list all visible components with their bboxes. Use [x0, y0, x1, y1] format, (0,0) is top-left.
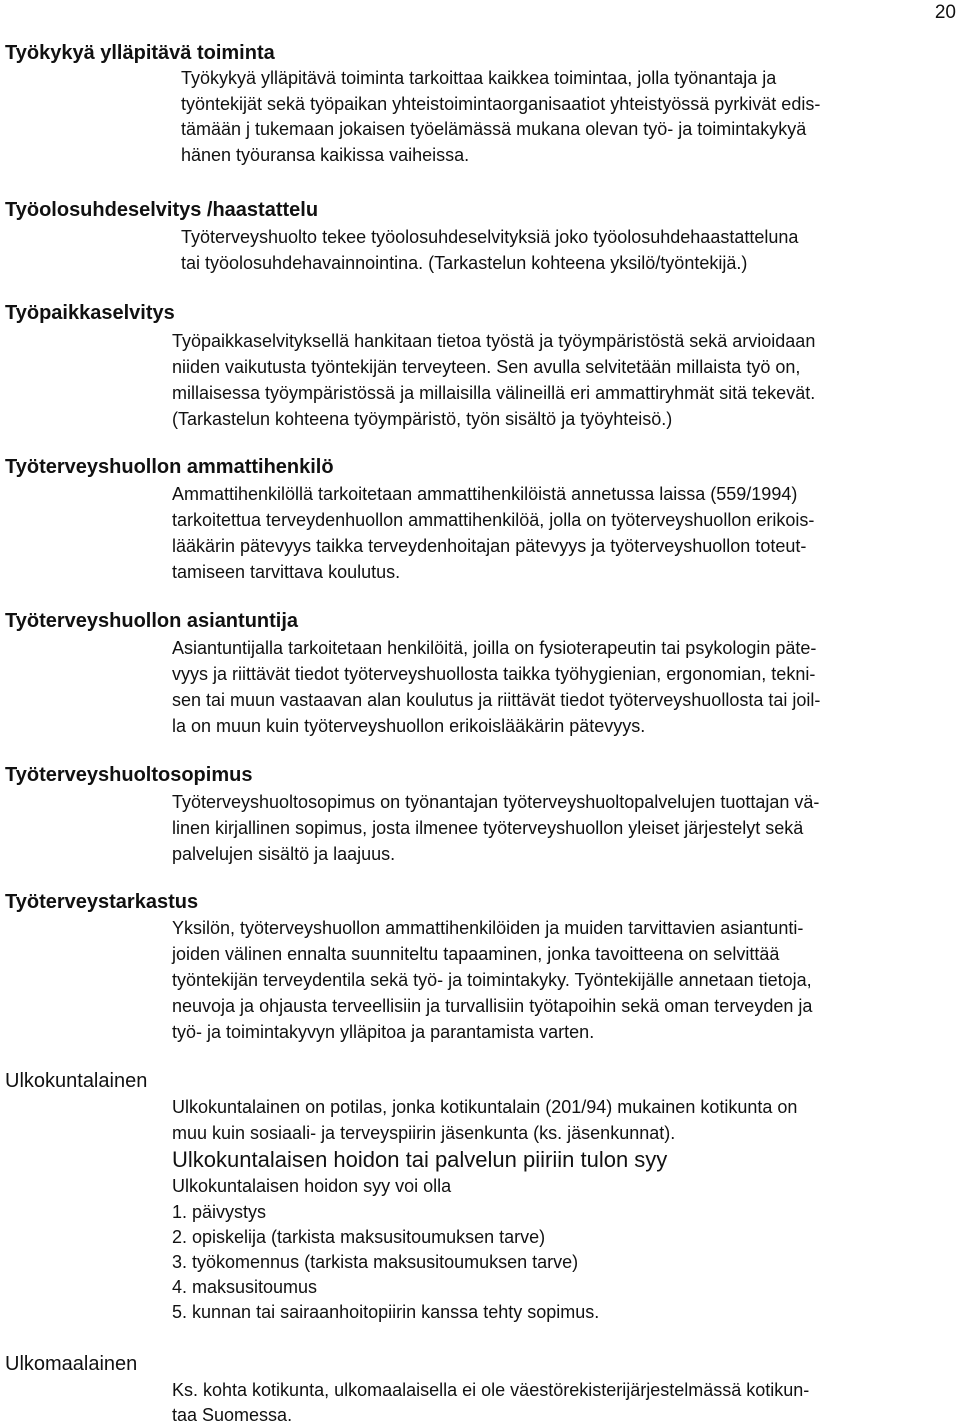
list-intro: Ulkokuntalaisen hoidon syy voi olla: [172, 1176, 452, 1196]
term-heading: Työterveyshuollon ammattihenkilö: [5, 456, 334, 478]
definition-line: työ- ja toimintakyvyn ylläpitoa ja parantamista varten.: [172, 1022, 595, 1042]
definition-line: la on muun kuin työterveyshuollon erikoislääkärin pätevyys.: [172, 716, 646, 736]
definition-line: Ulkokuntalainen on potilas, jonka kotikuntalain (201/94) mukainen kotikunta on: [172, 1097, 798, 1117]
definition-line: (Tarkastelun kohteena työympäristö, työn sisältö ja työyhteisö.): [172, 409, 673, 429]
definition-text: [172, 1095, 797, 1325]
definition-text: [172, 1378, 809, 1428]
definition-line: niiden vaikutusta työntekijän terveyteen. Sen avulla selvitetään millaista työ on,: [172, 357, 801, 377]
definition-line: taa Suomessa.: [172, 1405, 293, 1425]
term-heading: Ulkomaalainen: [5, 1353, 138, 1375]
definition-line: Ammattihenkilöllä tarkoitetaan ammattihenkilöistä annetussa laissa (559/1994): [172, 484, 798, 504]
list-item: 4. maksusitoumus: [172, 1276, 318, 1297]
definition-line: tarkoitettua terveydenhuollon ammattihenkilöä, jolla on työterveyshuollon erikois-: [172, 510, 815, 530]
definition-line: Työterveyshuoltosopimus on työnantajan työterveyshuoltopalvelujen tuottajan vä-: [172, 792, 820, 812]
definition-line: Työterveyshuolto tekee työolosuhdeselvityksiä joko työolosuhdehaastatteluna: [181, 227, 799, 247]
definition-line: sen tai muun vastaavan alan koulutus ja riittävät tiedot työterveyshuollosta tai joil-: [172, 690, 821, 710]
definition-line: tämään j tukemaan jokaisen työelämässä mukana olevan työ- ja toimintakykyä: [181, 119, 807, 139]
term-heading: Työkykyä ylläpitävä toiminta: [5, 42, 275, 64]
definition-line: neuvoja ja ohjausta terveellisiin ja turvallisiin työtapoihin sekä oman terveyden ja: [172, 996, 813, 1016]
definition-line: lääkärin pätevyys taikka terveydenhoitajan pätevyys ja työterveyshuollon toteut-: [172, 536, 807, 556]
definition-text: [181, 66, 820, 168]
definition-line: joiden välinen ennalta suunniteltu tapaaminen, jonka tavoitteena on selvittää: [172, 944, 780, 964]
list-item: 1. päivystys: [172, 1201, 267, 1222]
definition-line: Yksilön, työterveyshuollon ammattihenkilöiden ja muiden tarvittavien asiantunti-: [172, 918, 804, 938]
subheading: Ulkokuntalaisen hoidon tai palvelun piiriin tulon syy: [172, 1147, 668, 1172]
definition-line: Työpaikkaselvityksellä hankitaan tietoa työstä ja työympäristöstä sekä arvioidaan: [172, 331, 816, 351]
definition-line: muu kuin sosiaali- ja terveyspiirin jäsenkunta (ks. jäsenkunnat).: [172, 1122, 676, 1143]
definition-text: [181, 224, 798, 276]
reason-list: [172, 1200, 797, 1325]
definition-text: [172, 481, 814, 585]
definition-line: millaisessa työympäristössä ja millaisilla välineillä eri ammattiryhmät sitä tekevät.: [172, 383, 816, 403]
definition-text: [172, 915, 812, 1045]
definition-line: työntekijän terveydentila sekä työ- ja toimintakyky. Työntekijälle annetaan tietoja,: [172, 970, 812, 990]
page-number: 20: [934, 2, 956, 23]
term-heading: Työterveyshuoltosopimus: [5, 764, 253, 786]
definition-text: [172, 789, 819, 867]
definition-line: tamiseen tarvittava koulutus.: [172, 562, 401, 582]
definition-text: [172, 328, 815, 432]
definition-line: Ks. kohta kotikunta, ulkomaalaisella ei ole väestörekisterijärjestelmässä kotikun-: [172, 1380, 810, 1400]
definition-line: tai työolosuhdehavainnointina. (Tarkastelun kohteena yksilö/työntekijä.): [181, 253, 748, 273]
definition-line: työntekijät sekä työpaikan yhteistoimintaorganisaatiot yhteistyössä pyrkivät edis-: [181, 93, 821, 114]
term-heading: Työterveystarkastus: [5, 891, 199, 913]
definition-line: hänen työuransa kaikissa vaiheissa.: [181, 144, 470, 165]
definition-line: Työkykyä ylläpitävä toiminta tarkoittaa kaikkea toimintaa, jolla työnantaja ja: [181, 68, 777, 88]
definition-line: linen kirjallinen sopimus, josta ilmenee työterveyshuollon yleiset järjestelyt sekä: [172, 818, 804, 838]
list-item: 2. opiskelija (tarkista maksusitoumuksen tarve): [172, 1226, 546, 1247]
definition-line: Asiantuntijalla tarkoitetaan henkilöitä, joilla on fysioterapeutin tai psykologin päte-: [172, 638, 817, 658]
term-heading: Ulkokuntalainen: [5, 1070, 148, 1092]
definition-line: palvelujen sisältö ja laajuus.: [172, 844, 396, 864]
definition-text: [172, 635, 820, 739]
term-heading: Työpaikkaselvitys: [5, 302, 175, 324]
list-item: 5. kunnan tai sairaanhoitopiirin kanssa tehty sopimus.: [172, 1301, 600, 1322]
list-item: 3. työkomennus (tarkista maksusitoumuksen tarve): [172, 1251, 579, 1272]
term-heading: Työolosuhdeselvitys /haastattelu: [5, 199, 319, 221]
definition-line: vyys ja riittävät tiedot työterveyshuollosta taikka työhygienian, ergonomian, tekni-: [172, 664, 816, 684]
term-heading: Työterveyshuollon asiantuntija: [5, 610, 299, 632]
